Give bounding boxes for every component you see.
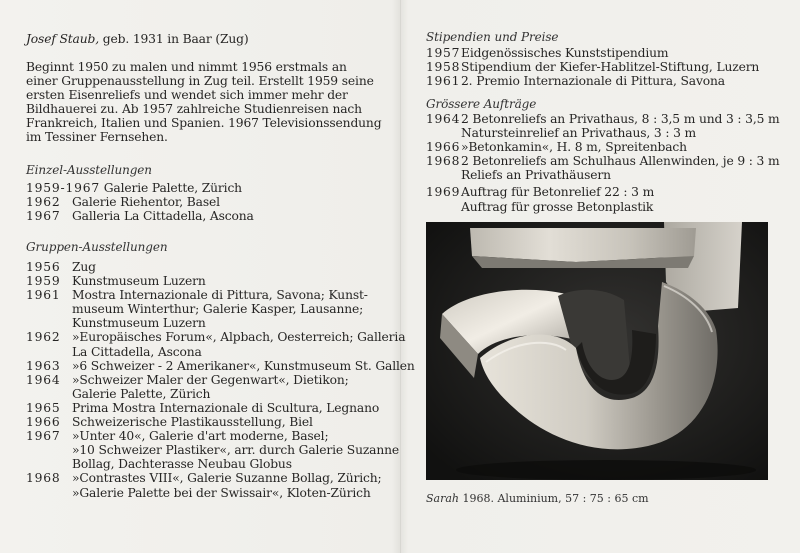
list-item: [26, 415, 415, 429]
bio-line: einer Gruppenausstellung in Zug teil. Erstellt 1959 seine: [26, 74, 374, 89]
entry-continuation: »Galerie Palette bei der Swissair«, Kloten-Zürich: [72, 485, 371, 500]
list-item: [426, 46, 759, 60]
entry-text: »Unter 40«, Galerie d'art moderne, Basel;: [72, 429, 329, 444]
entry-text: Galleria La Cittadella, Ascona: [72, 209, 254, 224]
entry-year: 1969: [426, 185, 461, 200]
photo-caption: [426, 492, 649, 505]
entry-year: 1967: [26, 429, 61, 444]
list-item: [26, 195, 254, 209]
entry-text: »6 Schweizer - 2 Amerikaner«, Kunstmuseum St. Gallen: [72, 358, 415, 373]
entry-year: 1968: [26, 471, 61, 486]
entry-continuation: Galerie Palette, Zürich: [72, 386, 211, 401]
artwork-title: Sarah: [426, 492, 459, 505]
artwork-details: 1968. Aluminium, 57 : 75 : 65 cm: [459, 492, 649, 505]
list-item: [26, 429, 415, 443]
gruppen-heading: Gruppen-Ausstellungen: [26, 240, 168, 254]
entry-text: »Betonkamin«, H. 8 m, Spreitenbach: [461, 140, 687, 155]
entry-year: 1959: [26, 274, 61, 289]
list-item: [26, 181, 254, 195]
entry-continuation: Reliefs an Privathäusern: [461, 168, 611, 183]
einzel-heading: Einzel-Ausstellungen: [26, 163, 152, 177]
entry-year: 1961: [26, 288, 61, 303]
entry-year: 1964: [26, 372, 61, 387]
entry-year: 1968: [426, 154, 461, 169]
entry-year: 1967: [26, 209, 61, 224]
gruppen-list: [26, 260, 415, 500]
entry-text: Schweizerische Plastikausstellung, Biel: [72, 415, 313, 430]
entry-continuation: Natursteinrelief an Privathaus, 3 : 3 m: [461, 126, 697, 141]
entry-year: 1958: [426, 60, 461, 75]
entry-continuation: Auftrag für grosse Betonplastik: [461, 199, 654, 214]
entry-text: Eidgenössisches Kunststipendium: [461, 46, 669, 60]
entry-text: »Schweizer Maler der Gegenwart«, Dietikon;: [72, 372, 349, 387]
entry-continuation: La Cittadella, Ascona: [72, 344, 202, 359]
entry-year: 1965: [26, 400, 61, 415]
bio-line: Bildhauerei zu. Ab 1957 zahlreiche Studienreisen nach: [26, 102, 362, 117]
entry-text: Prima Mostra Internazionale di Scultura, Legnano: [72, 400, 380, 415]
entry-text: Zug: [72, 260, 96, 274]
entry-year: 1957: [426, 46, 461, 60]
entry-text: Mostra Internazionale di Pittura, Savona; Kunst-: [72, 288, 368, 303]
entry-year: 1956: [26, 260, 61, 274]
entry-text: »Europäisches Forum«, Alpbach, Oesterreich; Galleria: [72, 330, 406, 345]
list-item: [26, 274, 415, 288]
bio-line: Beginnt 1950 zu malen und nimmt 1956 erstmals an: [26, 60, 347, 74]
list-item: [26, 288, 415, 302]
list-item: [426, 112, 780, 126]
list-item: [26, 401, 415, 415]
entry-text: Galerie Riehentor, Basel: [72, 195, 220, 210]
bio-line: ersten Eisenreliefs und wendet sich immer mehr der: [26, 88, 348, 103]
entry-continuation: museum Winterthur; Galerie Kasper, Lausanne;: [72, 302, 364, 317]
bio-heading: [26, 32, 249, 46]
list-item: [26, 260, 415, 274]
entry-text: Auftrag für Betonrelief 22 : 3 m: [461, 185, 655, 200]
artist-name: Josef Staub,: [26, 32, 99, 46]
list-item: [426, 74, 759, 88]
stipendien-list: [426, 46, 759, 88]
sculpture-illustration: [426, 222, 768, 480]
bio-line: Frankreich, Italien und Spanien. 1967 Televisionssendung: [26, 116, 382, 131]
entry-text: Galerie Palette, Zürich: [99, 181, 242, 195]
entry-text: »Contrastes VIII«, Galerie Suzanne Bollag, Zürich;: [72, 471, 382, 486]
entry-year: 1961: [426, 74, 461, 89]
list-item: [26, 471, 415, 485]
list-item: [26, 209, 254, 223]
entry-continuation: Bollag, Dachterasse Neubau Globus: [72, 457, 292, 472]
auftraege-heading: Grössere Aufträge: [426, 97, 537, 111]
list-item: [26, 359, 415, 373]
sculpture-photo: [426, 222, 768, 480]
entry-text: 2 Betonreliefs am Schulhaus Allenwinden, je 9 : 3 m: [461, 154, 780, 169]
stipendien-heading: Stipendien und Preise: [426, 30, 559, 44]
artist-birth: geb. 1931 in Baar (Zug): [98, 32, 249, 46]
list-item: [426, 154, 780, 168]
einzel-list: [26, 181, 254, 223]
entry-year: 1966: [26, 415, 61, 430]
entry-text: Stipendium der Kiefer-Hablitzel-Stiftung, Luzern: [461, 60, 760, 75]
entry-year: 1959-1967: [26, 181, 100, 195]
entry-continuation: »10 Schweizer Plastiker«, arr. durch Galerie Suzanne: [72, 443, 400, 458]
list-item: [26, 373, 415, 387]
entry-text: 2. Premio Internazionale di Pittura, Savona: [461, 74, 725, 89]
bio-line: im Tessiner Fernsehen.: [26, 130, 168, 145]
entry-year: 1964: [426, 112, 461, 126]
entry-year: 1963: [26, 358, 61, 373]
entry-year: 1962: [26, 330, 61, 345]
entry-year: 1962: [26, 195, 61, 210]
entry-text: 2 Betonreliefs an Privathaus, 8 : 3,5 m und 3 : 3,5 m: [461, 112, 780, 126]
list-item: [426, 185, 780, 199]
list-item: [426, 60, 759, 74]
entry-continuation: Kunstmuseum Luzern: [72, 316, 206, 331]
entry-text: Kunstmuseum Luzern: [72, 274, 206, 289]
bio-paragraph: [26, 60, 381, 145]
entry-year: 1966: [426, 140, 461, 155]
list-item: [426, 140, 780, 154]
list-item: [26, 330, 415, 344]
auftraege-list: [426, 112, 780, 214]
